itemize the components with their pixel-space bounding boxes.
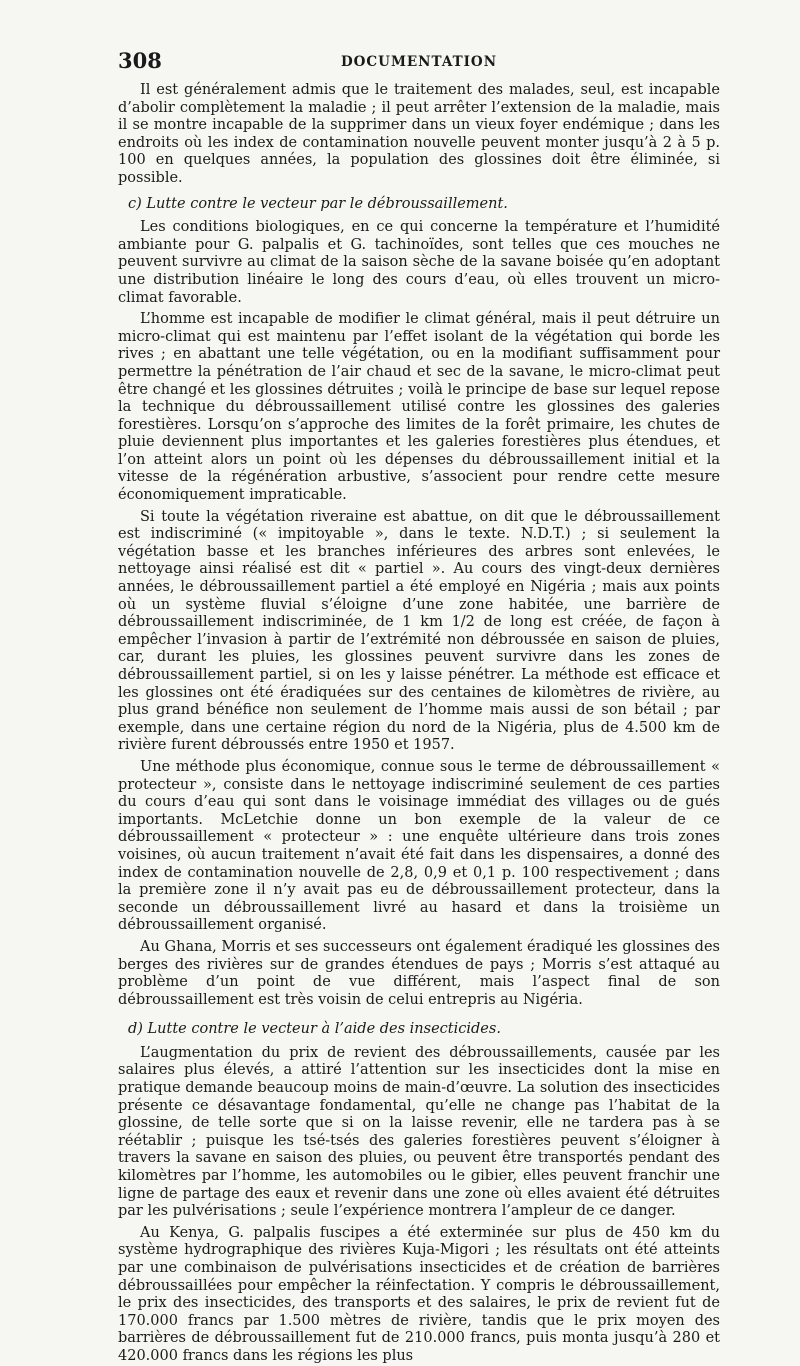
paragraph-7: L’augmentation du prix de revient des débroussaillements, causée par les salaires plus élevés, a attiré l’attention sur les insecticides dont la mise en pratique demande beaucoup moins de main-d’œuvre. La solution des insecticides présente ce désavantage fondamental, qu’elle ne change pas l’habitat de la glossine, de telle sorte que si on la laisse revenir, elle ne tardera pas à se réétablir ; puisque les tsé-tsés des galeries forestières peuvent s’éloigner à travers la savane en saison des pluies, ou peuvent être transportés pendant des kilomètres par l’homme, les automobiles ou le gibier, elles peuvent franchir une ligne de partage des eaux et revenir dans une zone où elles avaient été détruites par les pulvérisations ; seule l’expérience montrera l’ampleur de ce danger. <box>118 1044 720 1220</box>
page-number: 308 <box>118 48 162 73</box>
body-text <box>118 82 720 1366</box>
page-header <box>118 48 720 82</box>
paragraph-1: Il est généralement admis que le traitement des malades, seul, est incapable d’abolir complètement la maladie ; il peut arrêter l’extension de la maladie, mais il se montre incapable de la supprimer dans un vieux foyer endémique ; dans les endroits où les index de contamination nouvelle peuvent monter jusqu’à 2 à 5 p. 100 en quelques années, la population des glossines doit être éliminée, si possible. <box>118 82 720 186</box>
paragraph-6: Au Ghana, Morris et ses successeurs ont également éradiqué les glossines des berges des rivières sur de grandes étendues de pays ; Morris s’est attaqué au problème d’un point de vue différent, mais l’aspect final de son débroussaillement est très voisin de celui entrepris au Nigéria. <box>118 938 720 1008</box>
paragraph-8: Au Kenya, G. palpalis fuscipes a été exterminée sur plus de 450 km du système hydrographique des rivières Kuja-Migori ; les résultats ont été atteints par une combinaison de pulvérisations insecticides et de création de barrières débroussaillées pour empêcher la réinfectation. Y compris le débroussaillement, le prix des insecticides, des transports et des salaires, le prix de revient fut de 170.000 francs par 1.500 mètres de rivière, tandis que le prix moyen des barrières de débroussaillement fut de 210.000 francs, puis monta jusqu’à 280 et 420.000 francs dans les régions les plus <box>118 1224 720 1364</box>
section-heading-d: d) Lutte contre le vecteur à l’aide des insecticides. <box>128 1021 501 1038</box>
section-heading-c: c) Lutte contre le vecteur par le débroussaillement. <box>128 195 508 212</box>
paragraph-3: L’homme est incapable de modifier le climat général, mais il peut détruire un micro-climat qui est maintenu par l’effet isolant de la végétation qui borde les rives ; en abattant une telle végétation, ou en la modifiant suffisamment pour permettre la pénétration de l’air chaud et sec de la savane, le micro-climat peut être changé et les glossines détruites ; voilà le principe de base sur lequel repose la technique du débroussaillement utilisé contre les glossines des galeries forestières. Lorsqu’on s’approche des limites de la forêt primaire, les chutes de pluie deviennent plus importantes et les galeries forestières plus étendues, et l’on atteint alors un point où les dépenses du débroussaillement initial et la vitesse de la régénération arbustive, s’associent pour rendre cette mesure économiquement impraticable. <box>118 311 720 504</box>
paragraph-5: Une méthode plus économique, connue sous le terme de débroussaillement « protecteur », consiste dans le nettoyage indiscriminé seulement de ces parties du cours d’eau qui sont dans le voisinage immédiat des villages ou de gués importants. McLetchie donne un bon exemple de la valeur de ce débroussaillement « protecteur » : une enquête ultérieure dans trois zones voisines, où aucun traitement n’avait été fait dans les dispensaires, a donné des index de contamination nouvelle de 2,8, 0,9 et 0,1 p. 100 respectivement ; dans la première zone il n’y avait pas eu de débroussaillement protecteur, dans la seconde un débroussaillement livré au hasard et dans la troisième un débroussaillement organisé. <box>118 758 720 934</box>
running-head: DOCUMENTATION <box>340 54 498 70</box>
paragraph-2: Les conditions biologiques, en ce qui concerne la température et l’humidité ambiante pour G. palpalis et G. tachinoïdes, sont telles que ces mouches ne peuvent survivre au climat de la saison sèche de la savane boisée qu’en adoptant une distribution linéaire le long des cours d’eau, où elles trouvent un micro-climat favorable. <box>118 219 720 306</box>
paragraph-4: Si toute la végétation riveraine est abattue, on dit que le débroussaillement est indiscriminé (« impitoyable », dans le texte. N.D.T.) ; si seulement la végétation basse et les branches inférieures des arbres sont enlevées, le nettoyage ainsi réalisé est dit « partiel ». Au cours des vingt-deux dernières années, le débroussaillement partiel a été employé en Nigéria ; mais aux points où un système fluvial s’éloigne d’une zone habitée, une barrière de débroussaillement indiscriminée, de 1 km 1/2 de long est créée, de façon à empêcher l’invasion à partir de l’extrémité non débroussée en saison de pluies, car, durant les pluies, les glossines peuvent survivre dans les zones de débroussaillement partiel, si on les y laisse pénétrer. La méthode est efficace et les glossines ont été éradiquées sur des centaines de kilomètres de rivière, au plus grand bénéfice non seulement de l’homme mais aussi de son bétail ; par exemple, dans une certaine région du nord de la Nigéria, plus de 4.500 km de rivière furent débroussés entre 1950 et 1957. <box>118 508 720 754</box>
